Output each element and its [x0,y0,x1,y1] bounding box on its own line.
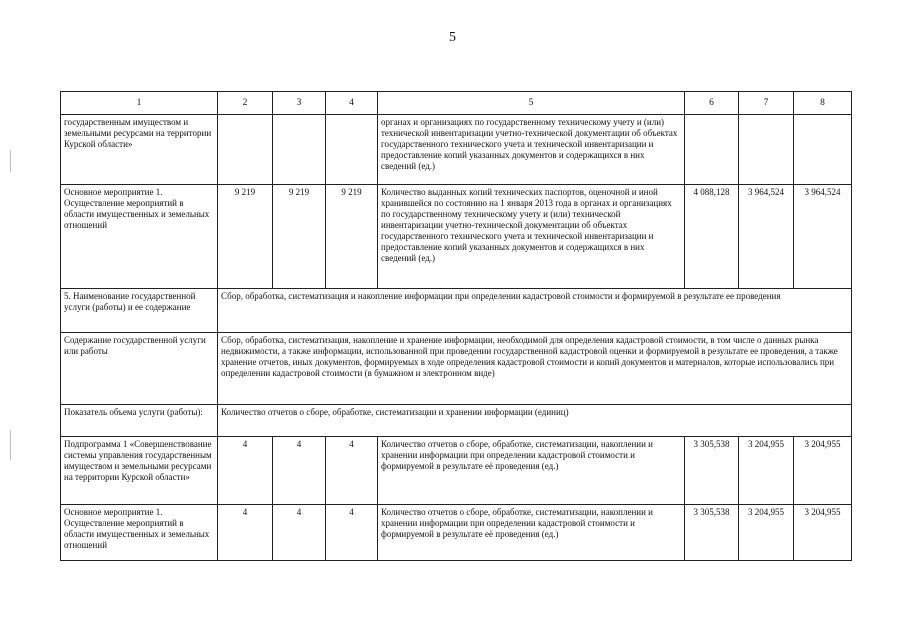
indicator-cell: Количество отчетов о сборе, обработке, систематизации, накоплении и хранении информации при определении кадастровой стоимости и формируемой в результате её проведения (ед.) [378,437,685,505]
amount-cell [794,115,852,185]
row-name-cell: Подпрограмма 1 «Совершенствование системы управления государственным имуществом и земельными ресурсами на территории Курской области» [61,437,218,505]
amount-cell [685,115,739,185]
table-row [61,115,852,185]
indicator-cell: органах и организациях по государственному техническому учету и (или) технической инвентаризации учетно-технической документации об объектах государственного технического учета и технической инвентаризации и предоставление копий указанных документов и содержащихся в них сведений (ед.) [378,115,685,185]
column-header: 2 [218,92,273,115]
amount-cell: 3 305,538 [685,437,739,505]
amount-cell [739,115,794,185]
amount-cell: 3 204,955 [739,505,794,561]
row-name-cell: государственным имуществом и земельными ресурсами на территории Курской области» [61,115,218,185]
section-label-cell: Показатель объема услуги (работы): [61,405,218,437]
amount-cell: 3 964,524 [739,185,794,289]
value-cell: 4 [273,505,326,561]
value-cell: 4 [218,437,273,505]
scan-margin-mark [10,430,11,460]
amount-cell: 3 204,955 [794,437,852,505]
amount-cell: 3 204,955 [739,437,794,505]
section-row [61,289,852,333]
table-row [61,437,852,505]
amount-cell: 3 305,538 [685,505,739,561]
value-cell: 4 [218,505,273,561]
amount-cell: 4 088,128 [685,185,739,289]
amount-cell: 3 204,955 [794,505,852,561]
page-number: 5 [449,30,456,45]
column-header: 1 [61,92,218,115]
indicator-cell: Количество отчетов о сборе, обработке, систематизации, накоплении и хранении информации при определении кадастровой стоимости и формируемой в результате её проведения (ед.) [378,505,685,561]
column-header: 4 [326,92,378,115]
value-cell: 4 [273,437,326,505]
section-text-cell: Сбор, обработка, систематизация, накопление и хранение информации, необходимой для определения кадастровой стоимости, в том числе о данных рынка недвижимости, а также информации, использованной при проведении государственной кадастровой оценки и формируемой в результате ее проведения, а также хранение отчетов, иных документов, формируемых в ходе определения кадастровой стоимости и копий документов и материалов, которые использовались при определении кадастровой стоимости (в бумажном и электронном виде) [218,333,852,405]
table-row [61,185,852,289]
column-header: 7 [739,92,794,115]
value-cell [218,115,273,185]
program-table [60,91,852,561]
section-row [61,333,852,405]
value-cell [273,115,326,185]
row-name-cell: Основное мероприятие 1. Осуществление мероприятий в области имущественных и земельных отношений [61,505,218,561]
indicator-cell: Количество выданных копий технических паспортов, оценочной и иной хранившейся по состоянию на 1 января 2013 года в органах и организациях по государственному техническому учету и (или) технической инвентаризации учетно-технической документации об объектах государственного технического учета и технической инвентаризации и предоставление копий указанных документов и содержащихся в них сведений (ед.) [378,185,685,289]
scan-margin-mark [10,150,11,172]
column-header: 5 [378,92,685,115]
section-row [61,405,852,437]
value-cell: 9 219 [326,185,378,289]
section-text-cell: Сбор, обработка, систематизация и накопление информации при определении кадастровой стоимости и формируемой в результате ее проведения [218,289,852,333]
value-cell: 9 219 [218,185,273,289]
section-label-cell: Содержание государственной услуги или работы [61,333,218,405]
value-cell: 4 [326,505,378,561]
value-cell: 4 [326,437,378,505]
section-text-cell: Количество отчетов о сборе, обработке, систематизации и хранении информации (единиц) [218,405,852,437]
row-name-cell: Основное мероприятие 1. Осуществление мероприятий в области имущественных и земельных отношений [61,185,218,289]
table-row [61,505,852,561]
header-row [61,92,852,115]
column-header: 3 [273,92,326,115]
column-header: 8 [794,92,852,115]
section-label-cell: 5. Наименование государственной услуги (работы) и ее содержание [61,289,218,333]
value-cell: 9 219 [273,185,326,289]
amount-cell: 3 964,524 [794,185,852,289]
column-header: 6 [685,92,739,115]
value-cell [326,115,378,185]
